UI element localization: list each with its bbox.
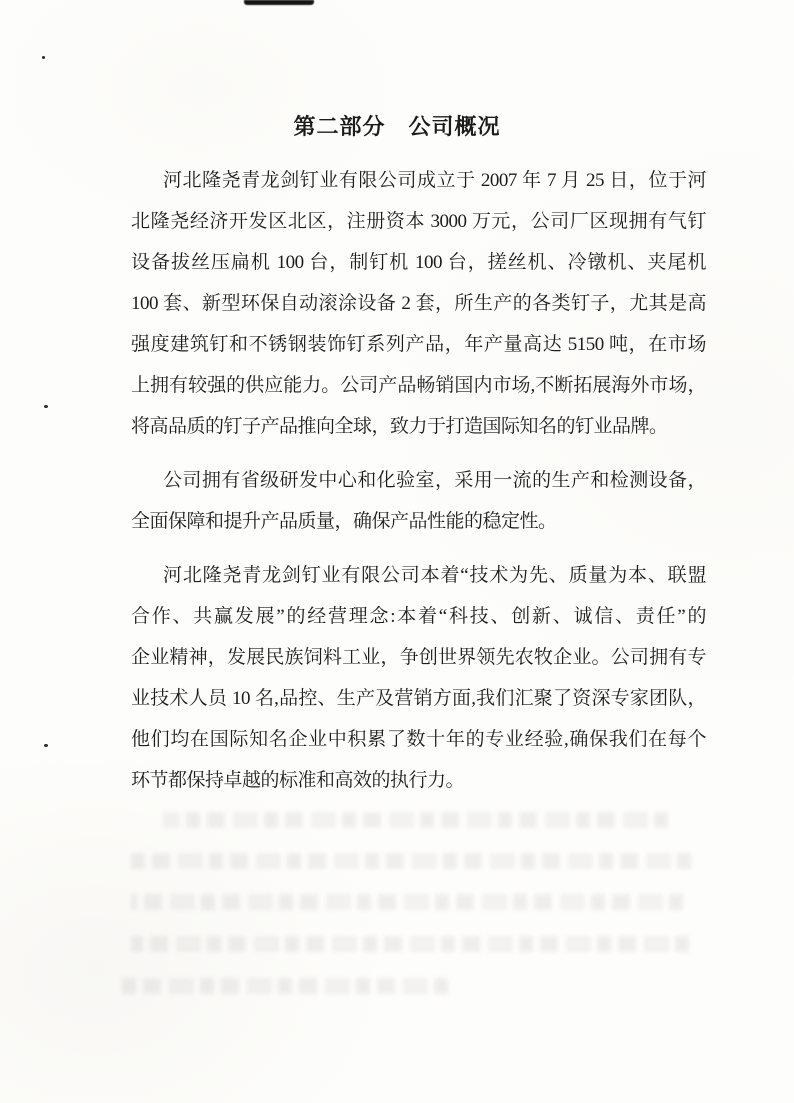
text-line: 设备拔丝压扁机 100 台，制钉机 100 台，搓丝机、冷镦机、夹尾机 <box>131 252 706 273</box>
text-line: 他们均在国际知名企业中积累了数十年的专业经验,确保我们在每个 <box>131 729 706 750</box>
text-line: 将高品质的钉子产品推向全球，致力于打造国际知名的钉业品牌。 <box>131 416 668 437</box>
text-line: 北隆尧经济开发区北区，注册资本 3000 万元，公司厂区现拥有气钉 <box>131 211 706 232</box>
text-line: 100 套、新型环保自动滚涂设备 2 套，所生产的各类钉子，尤其是高 <box>131 293 706 314</box>
text-line: 河北隆尧青龙剑钉业有限公司成立于 2007 年 7 月 25 日，位于河 <box>163 170 706 191</box>
ink-speck <box>42 56 45 59</box>
bleedthrough-line <box>131 853 691 869</box>
text-line: 企业精神，发展民族饲料工业，争创世界领先农牧企业。公司拥有专 <box>131 647 706 668</box>
text-line: 公司拥有省级研发中心和化验室，采用一流的生产和检测设备， <box>163 470 706 491</box>
ink-speck <box>44 405 48 408</box>
text-line: 全面保障和提升产品质量，确保产品性能的稳定性。 <box>131 511 557 532</box>
text-line: 合作、共赢发展”的经营理念:本着“科技、创新、诚信、责任”的 <box>131 606 706 627</box>
document-body <box>131 160 706 801</box>
bleedthrough-line <box>116 978 448 994</box>
text-line: 强度建筑钉和不锈钢装饰钉系列产品，年产量高达 5150 吨，在市场 <box>131 334 706 355</box>
paragraph-philosophy-team <box>131 555 706 801</box>
ink-speck <box>44 744 48 747</box>
text-line: 上拥有较强的供应能力。公司产品畅销国内市场,不断拓展海外市场， <box>131 375 706 396</box>
section-title: 第二部分 公司概况 <box>293 114 501 139</box>
paragraph-rd-quality <box>131 460 706 542</box>
paragraph-company-intro <box>131 160 706 447</box>
text-line: 业技术人员 10 名,品控、生产及营销方面,我们汇聚了资深专家团队， <box>131 688 706 709</box>
scan-artifact-top-mark <box>244 0 314 5</box>
text-line: 环节都保持卓越的标准和高效的执行力。 <box>131 770 465 791</box>
bleedthrough-line <box>131 894 683 910</box>
bleedthrough-line <box>131 936 689 952</box>
text-line: 河北隆尧青龙剑钉业有限公司本着“技术为先、质量为本、联盟 <box>163 565 706 586</box>
bleedthrough-line <box>163 812 668 828</box>
